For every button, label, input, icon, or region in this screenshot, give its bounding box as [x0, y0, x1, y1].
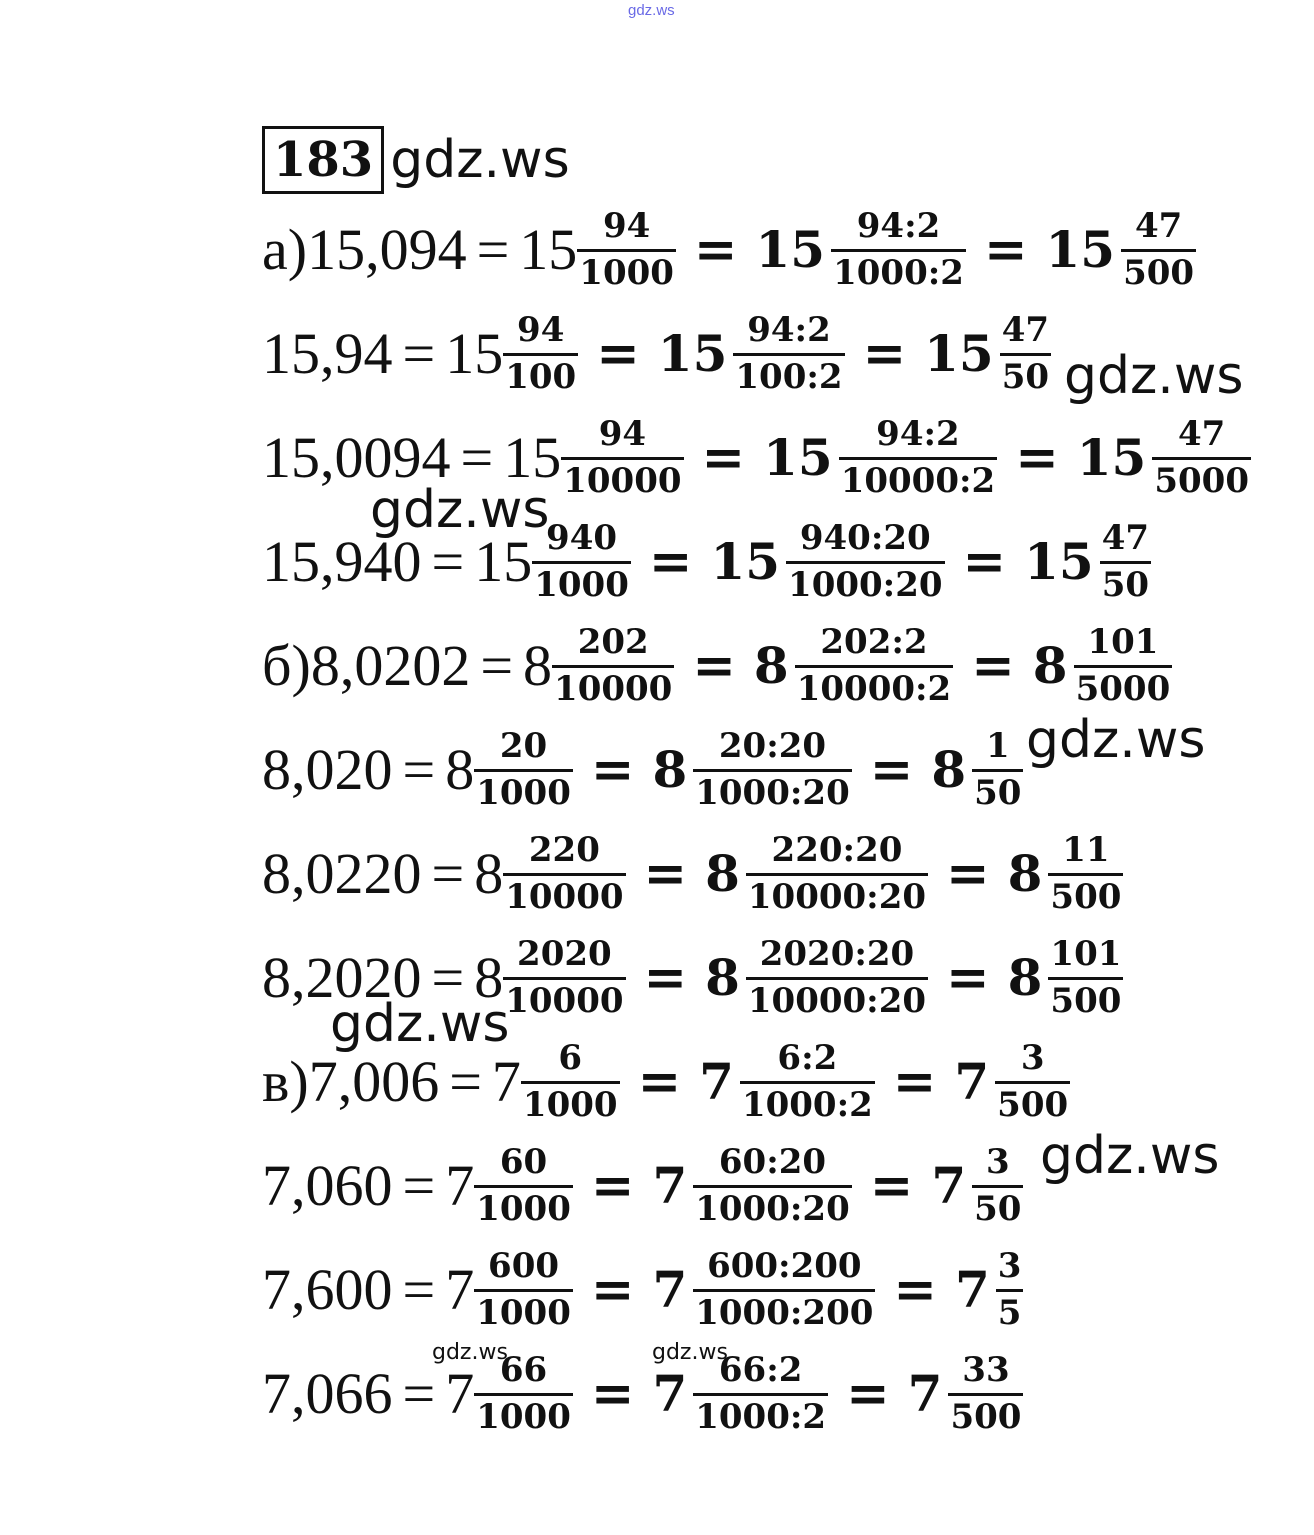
fraction-bar [995, 1081, 1070, 1084]
numerator: 33 [962, 1350, 1010, 1391]
denominator: 500 [997, 1084, 1069, 1125]
whole-part: 8 [1007, 844, 1043, 903]
denominator: 5 [997, 1292, 1022, 1333]
whole-part: 15 [755, 220, 826, 279]
fraction [503, 832, 625, 916]
fraction-bar [746, 873, 928, 876]
numerator: 600:200 [707, 1246, 862, 1287]
whole-part: 8 [1032, 636, 1068, 695]
numerator: 202:2 [820, 622, 928, 663]
equals-sign: = [701, 427, 746, 488]
fraction [503, 936, 625, 1020]
denominator: 1000 [579, 252, 674, 293]
fraction-bar [474, 1185, 573, 1188]
numerator: 101 [1087, 622, 1159, 663]
watermark: gdz.ws [330, 994, 510, 1054]
whole-part: 8 [652, 740, 688, 799]
fraction-bar [577, 249, 676, 252]
whole-part: 8 [445, 737, 475, 802]
denominator: 1000:2 [833, 252, 964, 293]
decimal-number: 8,0220 [262, 841, 422, 906]
denominator: 1000:2 [741, 1084, 873, 1125]
denominator: 10000 [505, 980, 624, 1021]
equation-row [262, 1134, 1023, 1238]
fraction [1100, 520, 1151, 604]
equals-sign: = [643, 843, 688, 904]
denominator: 1000:20 [695, 1188, 850, 1229]
fraction-bar [693, 769, 852, 772]
numerator: 3 [997, 1246, 1022, 1287]
numerator: 94 [602, 206, 651, 247]
fraction-bar [552, 665, 674, 668]
watermark: gdz.ws [390, 130, 570, 190]
numerator: 66 [499, 1350, 548, 1391]
fraction [795, 624, 954, 708]
fraction-bar [532, 561, 631, 564]
equals-sign: = [692, 635, 736, 696]
equals-sign: = [590, 739, 635, 800]
whole-part: 7 [491, 1049, 521, 1114]
task-header [262, 120, 570, 200]
denominator: 10000:20 [747, 876, 927, 917]
denominator: 50 [974, 1188, 1022, 1229]
denominator: 500 [1050, 876, 1122, 917]
numerator: 94:2 [876, 414, 960, 455]
fraction-bar [503, 977, 625, 980]
denominator: 10000:2 [840, 460, 996, 501]
equals-sign: = [596, 323, 640, 384]
fraction-bar [561, 457, 683, 460]
denominator: 10000 [563, 460, 682, 501]
watermark: gdz.ws [1040, 1126, 1220, 1186]
denominator: 10000:2 [796, 668, 952, 709]
fraction-bar [786, 561, 945, 564]
denominator: 5000 [1075, 668, 1171, 709]
whole-part: 15 [519, 217, 578, 282]
denominator: 500 [1050, 980, 1122, 1021]
numerator: 220:20 [771, 830, 903, 871]
fraction [1074, 624, 1173, 708]
fraction [474, 728, 573, 812]
fraction-bar [474, 1289, 573, 1292]
fraction-bar [1100, 561, 1151, 564]
numerator: 94 [517, 310, 565, 351]
equals-sign: = [893, 1259, 937, 1320]
denominator: 500 [1123, 252, 1195, 293]
denominator: 10000 [505, 876, 624, 917]
denominator: 10000:20 [747, 980, 927, 1021]
decimal-number: 15,094 [307, 217, 467, 282]
equals-sign: = [846, 1363, 890, 1424]
numerator: 94 [598, 414, 647, 455]
numerator: 20:20 [718, 726, 827, 767]
denominator: 100:2 [735, 356, 843, 397]
decimal-number: 8,020 [262, 737, 393, 802]
equals-sign: = [648, 531, 693, 592]
equals-sign: = [643, 947, 688, 1008]
whole-part: 15 [445, 321, 504, 386]
top-watermark: gdz.ws [628, 2, 675, 19]
fraction [693, 728, 852, 812]
numerator: 600 [488, 1246, 560, 1287]
equals-sign: = [476, 217, 510, 282]
equals-sign: = [869, 739, 914, 800]
equals-sign: = [946, 947, 990, 1008]
decimal-number: 7,066 [262, 1361, 393, 1426]
denominator: 1000:200 [695, 1292, 874, 1333]
decimal-number: 15,94 [262, 321, 393, 386]
fraction-bar [503, 873, 625, 876]
numerator: 2020 [517, 934, 612, 975]
denominator: 50 [974, 772, 1022, 813]
equation-row [262, 1238, 1023, 1342]
whole-part: 15 [710, 532, 781, 591]
equals-sign: = [983, 219, 1028, 280]
fraction [552, 624, 674, 708]
equals-sign: = [402, 737, 436, 802]
whole-part: 15 [503, 425, 562, 490]
numerator: 60:20 [718, 1142, 827, 1183]
fraction [693, 1248, 875, 1332]
equals-sign: = [693, 219, 738, 280]
decimal-number: 7,006 [308, 1049, 440, 1114]
numerator: 6 [558, 1038, 583, 1079]
whole-part: 7 [445, 1361, 475, 1426]
numerator: 940 [546, 518, 618, 559]
numerator: 3 [985, 1142, 1010, 1183]
numerator: 202 [577, 622, 649, 663]
denominator: 1000 [476, 772, 571, 813]
fraction-bar [1048, 873, 1123, 876]
whole-part: 8 [1007, 948, 1043, 1007]
fraction [972, 728, 1023, 812]
denominator: 1000:2 [695, 1396, 827, 1437]
watermark: gdz.ws [432, 1340, 508, 1365]
numerator: 1 [985, 726, 1010, 767]
equals-sign: = [971, 635, 1015, 696]
whole-part: 7 [652, 1364, 688, 1423]
equals-sign: = [402, 321, 436, 386]
fraction [995, 1040, 1070, 1124]
equation-row [262, 198, 1196, 302]
denominator: 50 [1001, 356, 1050, 397]
fraction [474, 1248, 573, 1332]
fraction [948, 1352, 1023, 1436]
equals-sign: = [431, 945, 465, 1010]
fraction-bar [948, 1393, 1023, 1396]
denominator: 10000 [554, 668, 673, 709]
denominator: 1000:20 [788, 564, 943, 605]
fraction [1048, 832, 1123, 916]
whole-part: 15 [1076, 428, 1147, 487]
fraction-bar [795, 665, 954, 668]
fraction-bar [1000, 353, 1051, 356]
fraction [1152, 416, 1251, 500]
equals-sign: = [946, 843, 990, 904]
whole-part: 15 [1045, 220, 1116, 279]
whole-part: 7 [931, 1156, 967, 1215]
denominator: 1000 [522, 1084, 618, 1125]
whole-part: 7 [652, 1156, 688, 1215]
numerator: 20 [499, 726, 548, 767]
numerator: 6:2 [777, 1038, 838, 1079]
numerator: 94:2 [747, 310, 831, 351]
equals-sign: = [431, 529, 465, 594]
fraction-bar [693, 1185, 852, 1188]
fraction [733, 312, 844, 396]
fraction-bar [474, 1393, 573, 1396]
fraction-bar [693, 1393, 828, 1396]
decimal-number: 7,060 [262, 1153, 393, 1218]
fraction [693, 1144, 852, 1228]
decimal-number: 7,600 [262, 1257, 393, 1322]
equals-sign: = [590, 1363, 635, 1424]
equation-row [262, 614, 1172, 718]
watermark: gdz.ws [370, 480, 550, 540]
fraction [521, 1040, 620, 1124]
fraction-bar [1152, 457, 1251, 460]
fraction [1000, 312, 1051, 396]
equals-sign: = [449, 1049, 482, 1114]
equation-row [262, 718, 1023, 822]
decimal-number: 15,0094 [262, 425, 451, 490]
whole-part: 8 [753, 636, 789, 695]
part-label: б) [262, 633, 311, 698]
denominator: 1000 [476, 1188, 571, 1229]
task-number-box: 183 [262, 126, 384, 194]
fraction [996, 1248, 1024, 1332]
fraction [561, 416, 683, 500]
whole-part: 7 [907, 1364, 943, 1423]
numerator: 47 [1178, 414, 1226, 455]
whole-part: 15 [924, 324, 994, 383]
whole-part: 15 [1024, 532, 1094, 591]
fraction [746, 832, 928, 916]
whole-part: 8 [705, 844, 740, 903]
equation-row [262, 1342, 1023, 1446]
equals-sign: = [460, 425, 494, 490]
denominator: 100 [505, 356, 577, 397]
numerator: 940:20 [799, 518, 931, 559]
numerator: 220 [528, 830, 600, 871]
whole-part: 8 [474, 945, 504, 1010]
whole-part: 7 [445, 1153, 475, 1218]
numerator: 11 [1062, 830, 1110, 871]
whole-part: 7 [699, 1052, 734, 1111]
whole-part: 15 [657, 324, 728, 383]
fraction [740, 1040, 875, 1124]
equals-sign: = [892, 1051, 937, 1112]
whole-part: 7 [652, 1260, 688, 1319]
fraction-bar [746, 977, 928, 980]
whole-part: 7 [445, 1257, 475, 1322]
fraction [839, 416, 998, 500]
equals-sign: = [402, 1257, 436, 1322]
denominator: 500 [950, 1396, 1022, 1437]
fraction [1048, 936, 1123, 1020]
fraction-bar [503, 353, 578, 356]
watermark: gdz.ws [1026, 710, 1206, 770]
numerator: 60 [499, 1142, 548, 1183]
equation-row [262, 822, 1123, 926]
whole-part: 7 [954, 1260, 990, 1319]
fraction [503, 312, 578, 396]
fraction [746, 936, 928, 1020]
equals-sign: = [1015, 427, 1059, 488]
fraction-bar [972, 769, 1023, 772]
denominator: 5000 [1154, 460, 1249, 501]
equals-sign: = [402, 1153, 436, 1218]
equals-sign: = [431, 841, 465, 906]
equation-row [262, 302, 1051, 406]
whole-part: 15 [474, 529, 533, 594]
part-label: в) [262, 1049, 309, 1114]
equals-sign: = [862, 323, 907, 384]
decimal-number: 8,2020 [262, 945, 422, 1010]
denominator: 1000 [476, 1292, 571, 1333]
fraction-bar [521, 1081, 620, 1084]
numerator: 47 [1101, 518, 1150, 559]
numerator: 3 [1020, 1038, 1045, 1079]
numerator: 47 [1134, 206, 1183, 247]
whole-part: 15 [763, 428, 833, 487]
whole-part: 8 [705, 948, 740, 1007]
fraction-bar [474, 769, 573, 772]
fraction [786, 520, 945, 604]
fraction-bar [996, 1289, 1024, 1292]
numerator: 101 [1050, 934, 1122, 975]
fraction-bar [1121, 249, 1196, 252]
part-label: а) [262, 217, 308, 282]
fraction [972, 1144, 1023, 1228]
fraction-bar [972, 1185, 1023, 1188]
fraction-bar [693, 1289, 875, 1292]
watermark: gdz.ws [652, 1340, 728, 1365]
fraction [577, 208, 676, 292]
whole-part: 8 [523, 633, 553, 698]
fraction [474, 1144, 573, 1228]
equals-sign: = [402, 1361, 436, 1426]
fraction [1121, 208, 1196, 292]
numerator: 2020:20 [759, 934, 915, 975]
fraction-bar [1048, 977, 1123, 980]
fraction-bar [1074, 665, 1173, 668]
fraction-bar [733, 353, 844, 356]
equals-sign: = [869, 1155, 914, 1216]
fraction-bar [740, 1081, 875, 1084]
numerator: 66:2 [718, 1350, 803, 1391]
decimal-number: 8,0202 [310, 633, 471, 698]
denominator: 1000 [534, 564, 629, 605]
denominator: 1000:20 [695, 772, 850, 813]
watermark: gdz.ws [1064, 346, 1244, 406]
whole-part: 8 [474, 841, 504, 906]
denominator: 1000 [476, 1396, 571, 1437]
whole-part: 7 [954, 1052, 990, 1111]
equals-sign: = [637, 1051, 682, 1112]
numerator: 47 [1001, 310, 1050, 351]
equals-sign: = [590, 1155, 635, 1216]
equals-sign: = [962, 531, 1007, 592]
decimal-number: 15,940 [262, 529, 422, 594]
equals-sign: = [480, 633, 514, 698]
numerator: 94:2 [856, 206, 941, 247]
equals-sign: = [590, 1259, 635, 1320]
fraction [831, 208, 966, 292]
fraction-bar [831, 249, 966, 252]
fraction-bar [839, 457, 998, 460]
whole-part: 8 [931, 740, 967, 799]
denominator: 50 [1101, 564, 1150, 605]
